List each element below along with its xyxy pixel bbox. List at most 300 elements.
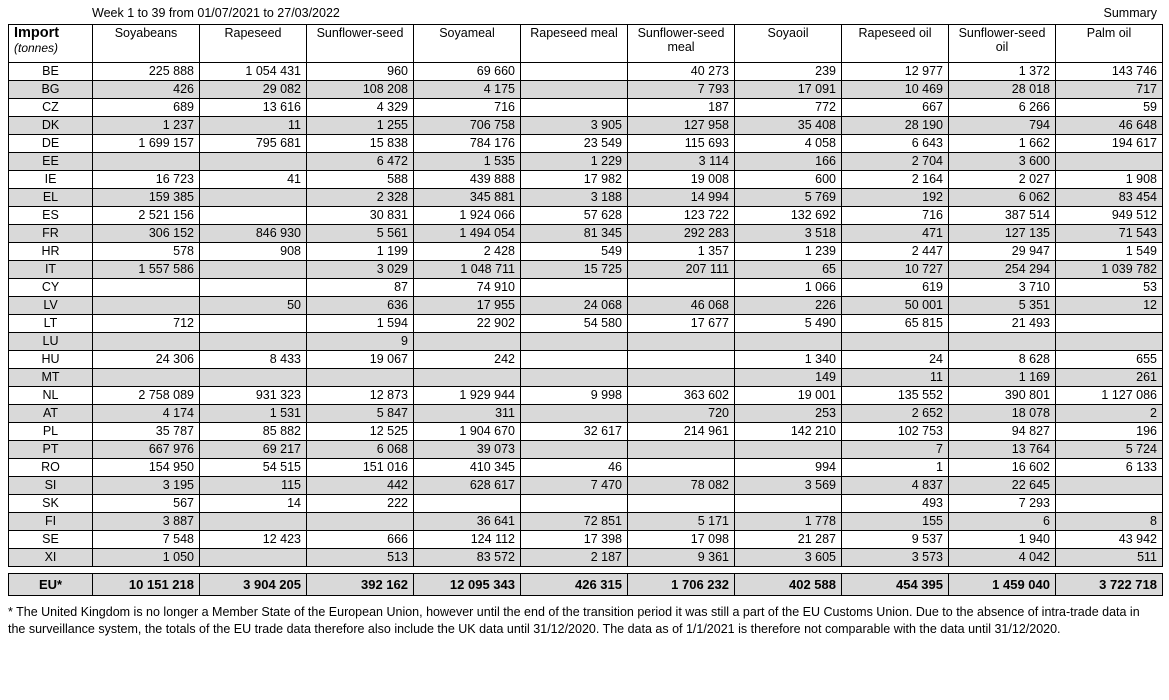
row-country-code: AT — [9, 405, 93, 423]
table-cell — [735, 495, 842, 513]
table-cell: 3 573 — [842, 549, 949, 567]
table-cell: 908 — [200, 243, 307, 261]
table-row — [9, 297, 1163, 315]
table-cell: 8 628 — [949, 351, 1056, 369]
table-cell: 2 328 — [307, 189, 414, 207]
table-cell: 2 704 — [842, 153, 949, 171]
table-cell: 2 — [1056, 405, 1163, 423]
eu-total-cell: 392 162 — [307, 574, 414, 596]
eu-total-cell: 1 459 040 — [949, 574, 1056, 596]
row-country-code: PL — [9, 423, 93, 441]
table-cell — [628, 369, 735, 387]
table-cell: 65 815 — [842, 315, 949, 333]
table-cell — [1056, 153, 1163, 171]
table-cell — [200, 189, 307, 207]
eu-total-cell: 1 706 232 — [628, 574, 735, 596]
table-cell: 7 — [842, 441, 949, 459]
table-cell: 1 494 054 — [414, 225, 521, 243]
table-cell: 1 — [842, 459, 949, 477]
table-cell: 9 537 — [842, 531, 949, 549]
table-cell: 13 616 — [200, 99, 307, 117]
table-cell: 410 345 — [414, 459, 521, 477]
table-cell: 4 175 — [414, 81, 521, 99]
table-cell: 17 098 — [628, 531, 735, 549]
table-cell: 108 208 — [307, 81, 414, 99]
table-cell: 628 617 — [414, 477, 521, 495]
table-cell: 846 930 — [200, 225, 307, 243]
table-cell: 239 — [735, 63, 842, 81]
table-cell: 11 — [200, 117, 307, 135]
table-cell: 127 135 — [949, 225, 1056, 243]
table-cell: 124 112 — [414, 531, 521, 549]
table-row — [9, 513, 1163, 531]
table-cell: 8 — [1056, 513, 1163, 531]
table-cell: 57 628 — [521, 207, 628, 225]
table-cell: 151 016 — [307, 459, 414, 477]
table-cell: 81 345 — [521, 225, 628, 243]
table-cell: 19 067 — [307, 351, 414, 369]
table-cell: 23 549 — [521, 135, 628, 153]
table-cell: 10 469 — [842, 81, 949, 99]
table-cell: 9 998 — [521, 387, 628, 405]
table-cell — [307, 513, 414, 531]
table-cell: 21 287 — [735, 531, 842, 549]
table-cell: 69 217 — [200, 441, 307, 459]
table-row — [9, 315, 1163, 333]
corner-unit: (tonnes) — [14, 40, 59, 55]
table-cell: 54 580 — [521, 315, 628, 333]
table-cell — [1056, 333, 1163, 351]
table-cell — [842, 333, 949, 351]
column-header-rapeseed-meal: Rapeseed meal — [521, 25, 628, 63]
table-cell: 28 190 — [842, 117, 949, 135]
table-cell — [93, 279, 200, 297]
table-cell — [1056, 477, 1163, 495]
table-cell: 3 605 — [735, 549, 842, 567]
table-cell: 71 543 — [1056, 225, 1163, 243]
table-cell: 716 — [842, 207, 949, 225]
table-cell: 1 127 086 — [1056, 387, 1163, 405]
table-cell: 5 490 — [735, 315, 842, 333]
row-country-code: SI — [9, 477, 93, 495]
table-cell: 3 887 — [93, 513, 200, 531]
table-corner-header — [9, 25, 93, 63]
table-cell: 166 — [735, 153, 842, 171]
table-cell: 311 — [414, 405, 521, 423]
table-row — [9, 153, 1163, 171]
table-cell: 35 787 — [93, 423, 200, 441]
table-cell: 24 306 — [93, 351, 200, 369]
table-row — [9, 81, 1163, 99]
table-cell — [93, 153, 200, 171]
table-row — [9, 333, 1163, 351]
row-country-code: IE — [9, 171, 93, 189]
table-cell: 931 323 — [200, 387, 307, 405]
table-cell: 442 — [307, 477, 414, 495]
table-cell: 1 549 — [1056, 243, 1163, 261]
table-cell: 1 050 — [93, 549, 200, 567]
table-cell: 588 — [307, 171, 414, 189]
table-cell: 6 472 — [307, 153, 414, 171]
table-cell — [521, 279, 628, 297]
table-cell: 12 873 — [307, 387, 414, 405]
table-cell: 29 082 — [200, 81, 307, 99]
table-cell: 14 — [200, 495, 307, 513]
row-country-code: SE — [9, 531, 93, 549]
table-cell: 1 699 157 — [93, 135, 200, 153]
table-cell — [628, 279, 735, 297]
table-cell — [521, 81, 628, 99]
table-cell: 12 423 — [200, 531, 307, 549]
table-cell: 41 — [200, 171, 307, 189]
table-cell: 7 793 — [628, 81, 735, 99]
table-cell — [93, 333, 200, 351]
table-cell: 87 — [307, 279, 414, 297]
table-cell: 21 493 — [949, 315, 1056, 333]
table-cell: 6 062 — [949, 189, 1056, 207]
table-cell: 949 512 — [1056, 207, 1163, 225]
table-cell: 2 027 — [949, 171, 1056, 189]
table-row — [9, 135, 1163, 153]
eu-total-cell: 454 395 — [842, 574, 949, 596]
table-header — [9, 25, 1163, 63]
table-cell: 50 — [200, 297, 307, 315]
table-cell: 222 — [307, 495, 414, 513]
table-cell: 15 838 — [307, 135, 414, 153]
table-cell: 619 — [842, 279, 949, 297]
table-cell: 3 114 — [628, 153, 735, 171]
table-cell — [414, 369, 521, 387]
row-country-code: DE — [9, 135, 93, 153]
table-cell: 12 977 — [842, 63, 949, 81]
table-body — [9, 63, 1163, 567]
table-cell: 12 — [1056, 297, 1163, 315]
table-cell: 1 594 — [307, 315, 414, 333]
table-cell: 22 645 — [949, 477, 1056, 495]
table-cell: 14 994 — [628, 189, 735, 207]
table-cell: 127 958 — [628, 117, 735, 135]
table-cell: 549 — [521, 243, 628, 261]
column-header-palm-oil: Palm oil — [1056, 25, 1163, 63]
table-cell: 24 068 — [521, 297, 628, 315]
table-cell — [414, 495, 521, 513]
table-cell: 493 — [842, 495, 949, 513]
table-cell: 123 722 — [628, 207, 735, 225]
table-cell: 11 — [842, 369, 949, 387]
table-cell: 10 727 — [842, 261, 949, 279]
table-cell: 13 764 — [949, 441, 1056, 459]
eu-total-cell: 402 588 — [735, 574, 842, 596]
table-cell: 17 091 — [735, 81, 842, 99]
table-cell: 2 758 089 — [93, 387, 200, 405]
table-cell — [521, 405, 628, 423]
eu-total-cell: 3 904 205 — [200, 574, 307, 596]
period-label: Week 1 to 39 from 01/07/2021 to 27/03/2022 — [92, 6, 340, 20]
table-cell: 567 — [93, 495, 200, 513]
table-cell: 78 082 — [628, 477, 735, 495]
table-cell: 7 470 — [521, 477, 628, 495]
row-country-code: NL — [9, 387, 93, 405]
table-cell: 716 — [414, 99, 521, 117]
table-cell: 17 398 — [521, 531, 628, 549]
table-cell: 1 357 — [628, 243, 735, 261]
eu-total-cell: 10 151 218 — [93, 574, 200, 596]
table-cell: 9 361 — [628, 549, 735, 567]
table-cell: 155 — [842, 513, 949, 531]
table-cell: 1 199 — [307, 243, 414, 261]
table-row — [9, 441, 1163, 459]
table-cell: 69 660 — [414, 63, 521, 81]
corner-title: Import — [14, 25, 60, 41]
table-cell: 207 111 — [628, 261, 735, 279]
table-row — [9, 477, 1163, 495]
table-cell: 1 239 — [735, 243, 842, 261]
table-cell: 6 — [949, 513, 1056, 531]
table-cell: 30 831 — [307, 207, 414, 225]
table-cell: 2 187 — [521, 549, 628, 567]
table-cell: 17 955 — [414, 297, 521, 315]
row-country-code: LU — [9, 333, 93, 351]
table-cell: 35 408 — [735, 117, 842, 135]
table-cell — [949, 333, 1056, 351]
table-cell — [521, 441, 628, 459]
table-cell: 194 617 — [1056, 135, 1163, 153]
table-cell: 74 910 — [414, 279, 521, 297]
table-cell: 2 447 — [842, 243, 949, 261]
table-cell: 115 693 — [628, 135, 735, 153]
table-cell: 1 340 — [735, 351, 842, 369]
table-cell: 636 — [307, 297, 414, 315]
row-country-code: FI — [9, 513, 93, 531]
row-country-code: CY — [9, 279, 93, 297]
table-cell: 214 961 — [628, 423, 735, 441]
import-table — [8, 24, 1163, 567]
row-country-code: FR — [9, 225, 93, 243]
table-cell: 1 054 431 — [200, 63, 307, 81]
row-country-code: PT — [9, 441, 93, 459]
table-cell: 1 229 — [521, 153, 628, 171]
table-cell: 3 569 — [735, 477, 842, 495]
table-cell — [735, 333, 842, 351]
table-cell — [93, 297, 200, 315]
table-cell: 2 652 — [842, 405, 949, 423]
table-cell: 46 — [521, 459, 628, 477]
table-cell: 5 847 — [307, 405, 414, 423]
table-cell: 102 753 — [842, 423, 949, 441]
row-country-code: LV — [9, 297, 93, 315]
table-cell: 578 — [93, 243, 200, 261]
table-row — [9, 369, 1163, 387]
table-cell: 4 174 — [93, 405, 200, 423]
table-cell: 5 769 — [735, 189, 842, 207]
table-cell: 154 950 — [93, 459, 200, 477]
table-cell — [93, 369, 200, 387]
table-row — [9, 171, 1163, 189]
table-cell: 6 068 — [307, 441, 414, 459]
table-cell: 717 — [1056, 81, 1163, 99]
table-cell: 1 908 — [1056, 171, 1163, 189]
table-cell: 6 643 — [842, 135, 949, 153]
table-cell: 511 — [1056, 549, 1163, 567]
table-cell: 689 — [93, 99, 200, 117]
table-cell: 115 — [200, 477, 307, 495]
row-country-code: DK — [9, 117, 93, 135]
table-row — [9, 549, 1163, 567]
table-cell: 43 942 — [1056, 531, 1163, 549]
table-cell: 72 851 — [521, 513, 628, 531]
table-cell — [200, 513, 307, 531]
footnote: * The United Kingdom is no longer a Member State of the European Union, however until the end of the transition period it was still a part of the EU Customs Union. Due to the absence of intra-trade data in the surveillance system, the totals of the EU trade data therefore also include the UK data until 31/12/2020. The data as of 1/1/2021 is therefore not comparable with the data until 31/12/2020. — [8, 605, 1140, 636]
table-cell: 22 902 — [414, 315, 521, 333]
row-country-code: RO — [9, 459, 93, 477]
table-cell: 226 — [735, 297, 842, 315]
table-cell — [628, 459, 735, 477]
row-country-code: ES — [9, 207, 93, 225]
table-cell: 1 372 — [949, 63, 1056, 81]
table-cell: 2 428 — [414, 243, 521, 261]
table-cell: 4 042 — [949, 549, 1056, 567]
table-cell: 187 — [628, 99, 735, 117]
table-cell: 3 518 — [735, 225, 842, 243]
table-cell — [1056, 495, 1163, 513]
table-cell: 17 982 — [521, 171, 628, 189]
table-cell: 4 837 — [842, 477, 949, 495]
table-cell: 4 058 — [735, 135, 842, 153]
table-cell — [735, 441, 842, 459]
table-cell: 132 692 — [735, 207, 842, 225]
table-cell: 712 — [93, 315, 200, 333]
table-cell: 135 552 — [842, 387, 949, 405]
table-cell: 292 283 — [628, 225, 735, 243]
table-cell: 439 888 — [414, 171, 521, 189]
table-cell — [628, 351, 735, 369]
table-cell: 390 801 — [949, 387, 1056, 405]
row-country-code: IT — [9, 261, 93, 279]
table-cell — [200, 549, 307, 567]
table-cell: 9 — [307, 333, 414, 351]
table-cell: 253 — [735, 405, 842, 423]
table-cell: 1 924 066 — [414, 207, 521, 225]
column-header-sunflowerseed-meal: Sunflower-seed meal — [628, 25, 735, 63]
table-cell — [200, 261, 307, 279]
table-cell: 24 — [842, 351, 949, 369]
table-cell — [200, 207, 307, 225]
table-cell: 1 778 — [735, 513, 842, 531]
table-cell: 83 572 — [414, 549, 521, 567]
table-cell: 28 018 — [949, 81, 1056, 99]
table-cell: 3 029 — [307, 261, 414, 279]
table-cell — [628, 333, 735, 351]
table-cell: 1 237 — [93, 117, 200, 135]
table-row — [9, 423, 1163, 441]
table-cell — [521, 351, 628, 369]
column-header-rapeseed: Rapeseed — [200, 25, 307, 63]
page-header — [0, 0, 1169, 24]
table-cell: 65 — [735, 261, 842, 279]
table-cell: 1 535 — [414, 153, 521, 171]
table-cell: 4 329 — [307, 99, 414, 117]
table-cell: 5 561 — [307, 225, 414, 243]
eu-total-cell: 3 722 718 — [1056, 574, 1163, 596]
table-cell: 3 710 — [949, 279, 1056, 297]
table-cell: 1 066 — [735, 279, 842, 297]
table-cell — [200, 369, 307, 387]
table-cell: 16 602 — [949, 459, 1056, 477]
table-cell: 46 068 — [628, 297, 735, 315]
table-cell: 6 133 — [1056, 459, 1163, 477]
table-cell: 1 662 — [949, 135, 1056, 153]
table-cell: 17 677 — [628, 315, 735, 333]
table-cell: 1 039 782 — [1056, 261, 1163, 279]
table-cell — [628, 495, 735, 513]
table-cell: 3 905 — [521, 117, 628, 135]
table-cell: 36 641 — [414, 513, 521, 531]
row-country-code: MT — [9, 369, 93, 387]
eu-total-label: EU* — [9, 574, 93, 596]
table-cell: 53 — [1056, 279, 1163, 297]
table-row — [9, 189, 1163, 207]
table-cell — [307, 369, 414, 387]
table-cell: 261 — [1056, 369, 1163, 387]
row-country-code: BE — [9, 63, 93, 81]
table-cell: 19 008 — [628, 171, 735, 189]
column-header-soyameal: Soyameal — [414, 25, 521, 63]
table-cell — [521, 369, 628, 387]
table-cell: 960 — [307, 63, 414, 81]
table-cell: 18 078 — [949, 405, 1056, 423]
table-row — [9, 243, 1163, 261]
table-cell: 1 904 670 — [414, 423, 521, 441]
row-country-code: EL — [9, 189, 93, 207]
table-cell: 16 723 — [93, 171, 200, 189]
table-cell — [200, 153, 307, 171]
table-cell: 1 940 — [949, 531, 1056, 549]
eu-total-row — [9, 574, 1163, 596]
table-row — [9, 63, 1163, 81]
table-cell: 39 073 — [414, 441, 521, 459]
row-country-code: XI — [9, 549, 93, 567]
eu-total-table — [8, 573, 1163, 596]
table-cell — [521, 495, 628, 513]
table-cell — [628, 441, 735, 459]
table-cell: 784 176 — [414, 135, 521, 153]
table-cell: 3 188 — [521, 189, 628, 207]
table-cell: 667 — [842, 99, 949, 117]
table-cell: 667 976 — [93, 441, 200, 459]
table-cell: 600 — [735, 171, 842, 189]
column-header-soyabeans: Soyabeans — [93, 25, 200, 63]
row-country-code: LT — [9, 315, 93, 333]
row-country-code: HU — [9, 351, 93, 369]
table-cell — [521, 333, 628, 351]
table-cell: 83 454 — [1056, 189, 1163, 207]
table-row — [9, 279, 1163, 297]
table-row — [9, 225, 1163, 243]
column-header-sunflowerseed: Sunflower-seed — [307, 25, 414, 63]
table-row — [9, 207, 1163, 225]
row-country-code: EE — [9, 153, 93, 171]
table-cell: 225 888 — [93, 63, 200, 81]
table-cell: 159 385 — [93, 189, 200, 207]
table-row — [9, 261, 1163, 279]
table-cell: 720 — [628, 405, 735, 423]
table-cell: 1 531 — [200, 405, 307, 423]
table-cell: 59 — [1056, 99, 1163, 117]
column-header-rapeseed-oil: Rapeseed oil — [842, 25, 949, 63]
row-country-code: BG — [9, 81, 93, 99]
table-cell: 655 — [1056, 351, 1163, 369]
table-cell — [521, 99, 628, 117]
